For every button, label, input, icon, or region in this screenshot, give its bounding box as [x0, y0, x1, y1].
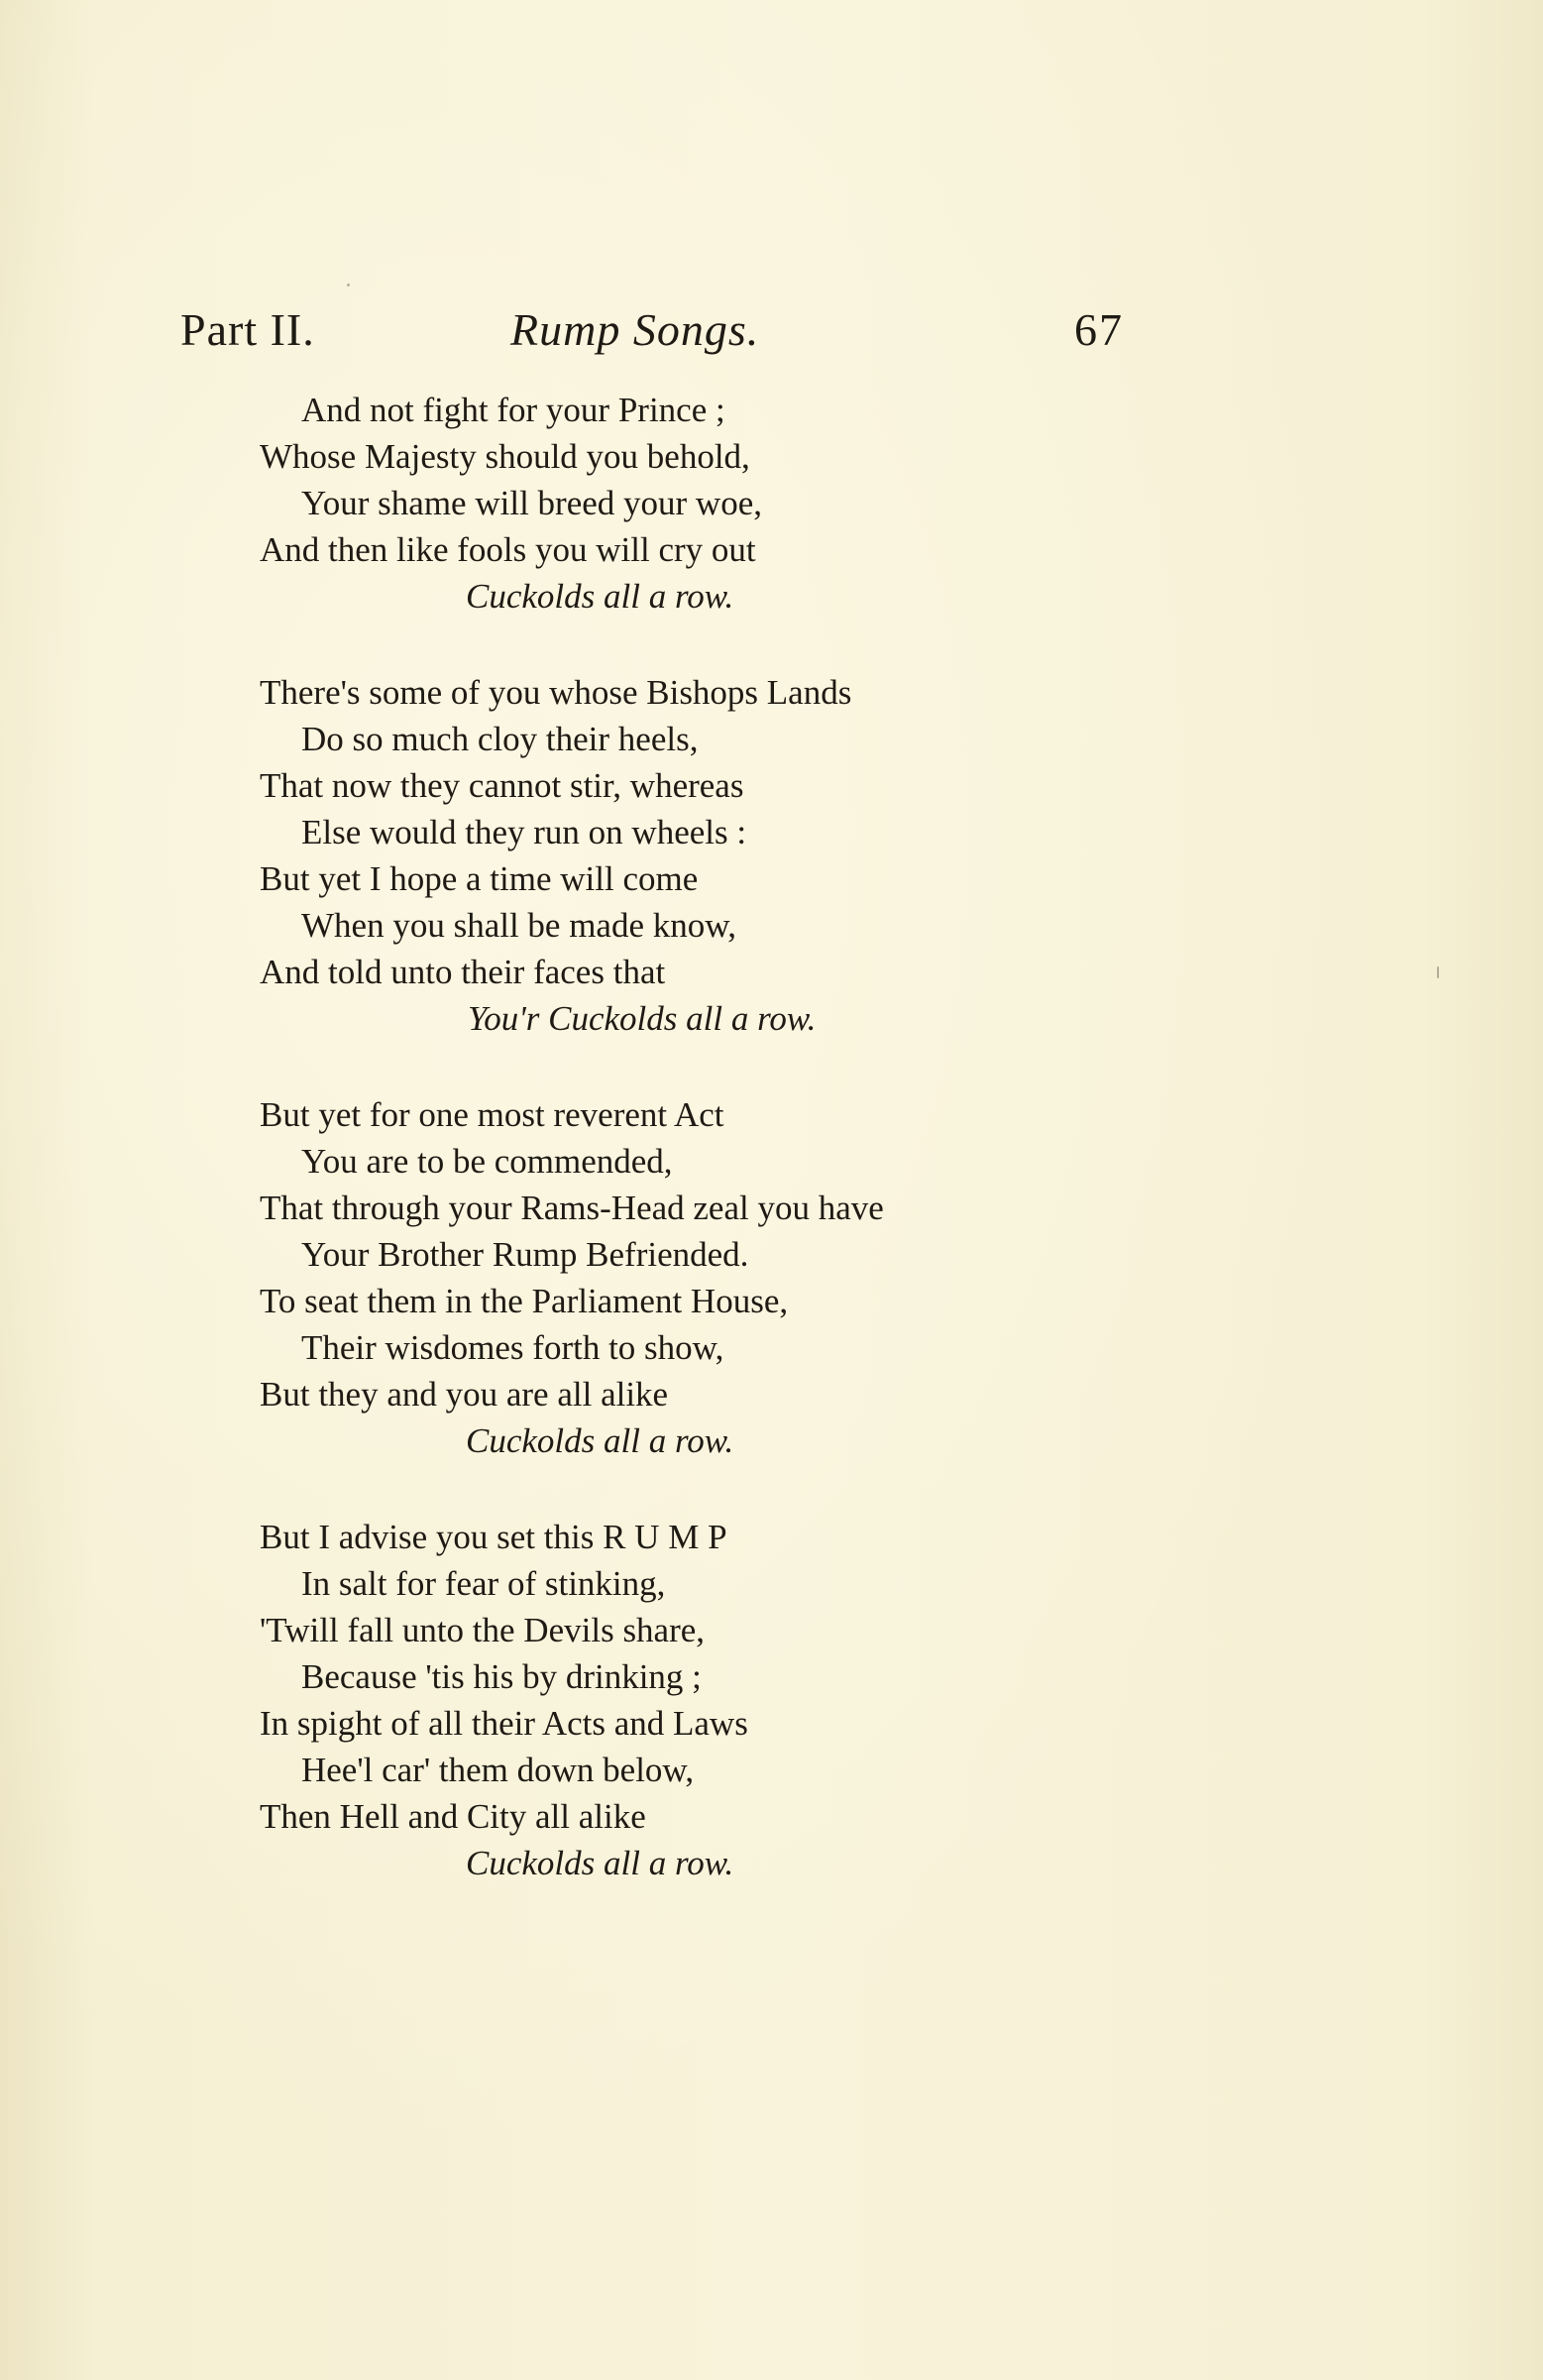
poem-line: But I advise you set this R U M P [260, 1518, 727, 1556]
stanza-3 [260, 1091, 1132, 1464]
poem-body [260, 387, 1132, 1936]
poem-line: 'Twill fall unto the Devils share, [260, 1611, 706, 1649]
part-label: Part II. [180, 304, 315, 355]
poem-line: Your shame will breed your woe, [301, 484, 762, 522]
ink-speck [1437, 966, 1439, 978]
poem-line: You are to be commended, [301, 1142, 673, 1181]
stanza-4 [260, 1514, 1132, 1886]
running-title: Rump Songs. [510, 304, 760, 355]
poem-line: Do so much cloy their heels, [301, 720, 699, 758]
poem-line: And not fight for your Prince ; [301, 391, 725, 429]
page-number: 67 [1074, 304, 1124, 355]
poem-line: In salt for fear of stinking, [301, 1564, 666, 1603]
refrain-line: You'r Cuckolds all a row. [468, 999, 817, 1038]
running-header [180, 295, 1132, 365]
poem-line: But they and you are all alike [260, 1375, 669, 1414]
poem-line: There's some of you whose Bishops Lands [260, 673, 852, 712]
poem-line: Hee'l car' them down below, [301, 1751, 695, 1789]
poem-line: Else would they run on wheels : [301, 813, 747, 851]
poem-line: That now they cannot stir, whereas [260, 766, 744, 805]
refrain-line: Cuckolds all a row. [466, 1421, 734, 1460]
stanza-2 [260, 669, 1132, 1042]
poem-line: But yet I hope a time will come [260, 859, 699, 898]
poem-line: When you shall be made know, [301, 906, 737, 945]
ink-speck [347, 283, 350, 286]
poem-line: Whose Majesty should you behold, [260, 437, 750, 476]
poem-line: That through your Rams-Head zeal you have [260, 1189, 884, 1227]
poem-line: Because 'tis his by drinking ; [301, 1657, 702, 1696]
poem-line: And then like fools you will cry out [260, 530, 756, 569]
poem-line: To seat them in the Parliament House, [260, 1282, 789, 1320]
refrain-line: Cuckolds all a row. [466, 577, 734, 616]
poem-line: Their wisdomes forth to show, [301, 1328, 724, 1367]
stanza-1 [260, 387, 1132, 620]
poem-line: Your Brother Rump Befriended. [301, 1235, 749, 1274]
poem-line: Then Hell and City all alike [260, 1797, 646, 1836]
poem-line: And told unto their faces that [260, 953, 666, 991]
poem-line: In spight of all their Acts and Laws [260, 1704, 748, 1743]
refrain-line: Cuckolds all a row. [466, 1844, 734, 1882]
poem-line: But yet for one most reverent Act [260, 1095, 724, 1134]
